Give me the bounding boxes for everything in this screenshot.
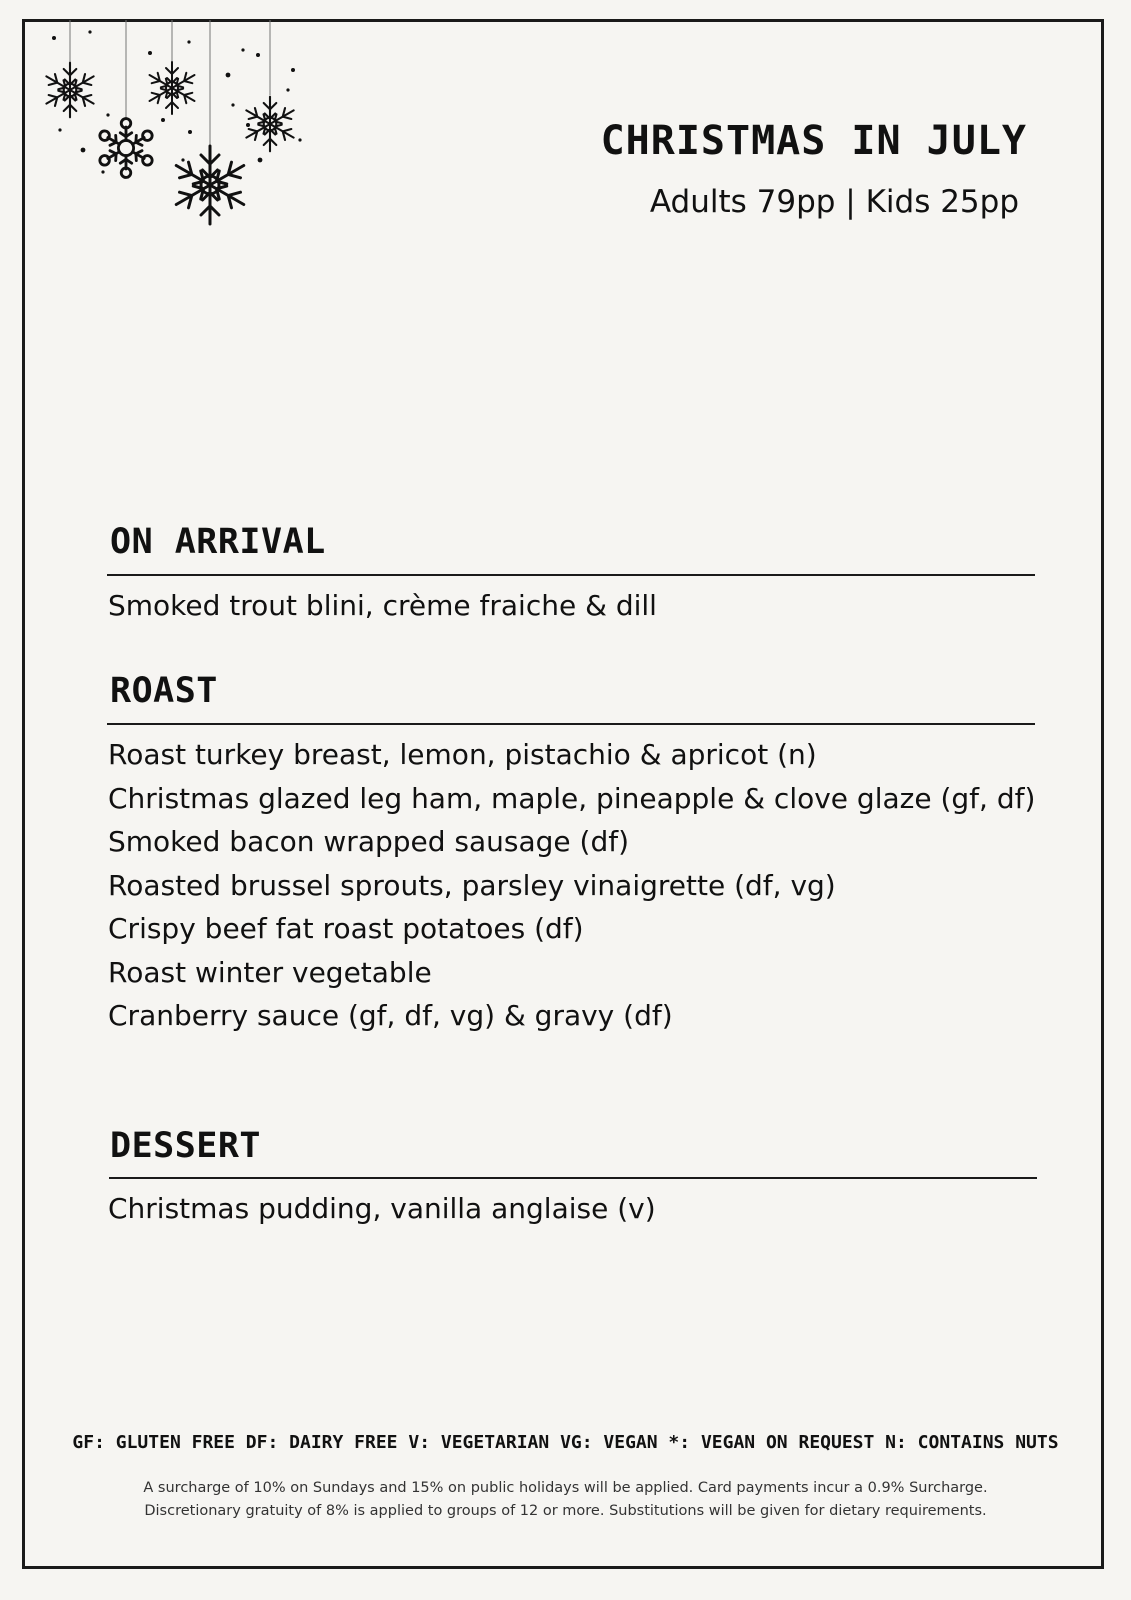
dietary-legend: GF: GLUTEN FREE DF: DAIRY FREE V: VEGETARIAN VG: VEGAN *: VEGAN ON REQUEST N: CONTAINS NUTS <box>72 1432 1059 1453</box>
arrival-items <box>108 584 657 628</box>
hanging-snowflakes-icon <box>38 20 318 240</box>
section-divider <box>107 574 1035 576</box>
section-divider <box>109 1177 1037 1179</box>
menu-title: CHRISTMAS IN JULY <box>600 118 1027 164</box>
menu-item: Crispy beef fat roast potatoes (df) <box>108 912 584 945</box>
price-line: Adults 79pp | Kids 25pp <box>649 184 1019 220</box>
menu-item: Roast winter vegetable <box>108 955 432 989</box>
section-divider <box>107 723 1035 725</box>
section-heading-dessert: DESSERT <box>110 1126 262 1166</box>
menu-item: Cranberry sauce (gf, df, vg) & gravy (df) <box>108 999 673 1032</box>
menu-item: Roasted brussel sprouts, parsley vinaigrette (df, vg) <box>108 868 836 902</box>
footnote-line: Discretionary gratuity of 8% is applied to groups of 12 or more. Substitutions will be given for dietary requirements. <box>144 1503 987 1519</box>
menu-item: Roast turkey breast, lemon, pistachio & apricot (n) <box>108 738 817 771</box>
roast-items <box>108 733 1035 1038</box>
menu-item: Smoked trout blini, crème fraiche & dill <box>108 589 657 622</box>
menu-item: Christmas pudding, vanilla anglaise (v) <box>108 1192 656 1225</box>
menu-item: Smoked bacon wrapped sausage (df) <box>108 825 630 858</box>
menu-item: Christmas glazed leg ham, maple, pineapple & clove glaze (gf, df) <box>108 781 1036 815</box>
footnote-line: A surcharge of 10% on Sundays and 15% on public holidays will be applied. Card payments incur a 0.9% Surcharge. <box>143 1480 988 1496</box>
section-heading-on-arrival: ON ARRIVAL <box>110 522 326 562</box>
section-heading-roast: ROAST <box>110 671 218 711</box>
dessert-items <box>108 1187 656 1231</box>
surcharge-footnote <box>0 1477 1131 1523</box>
